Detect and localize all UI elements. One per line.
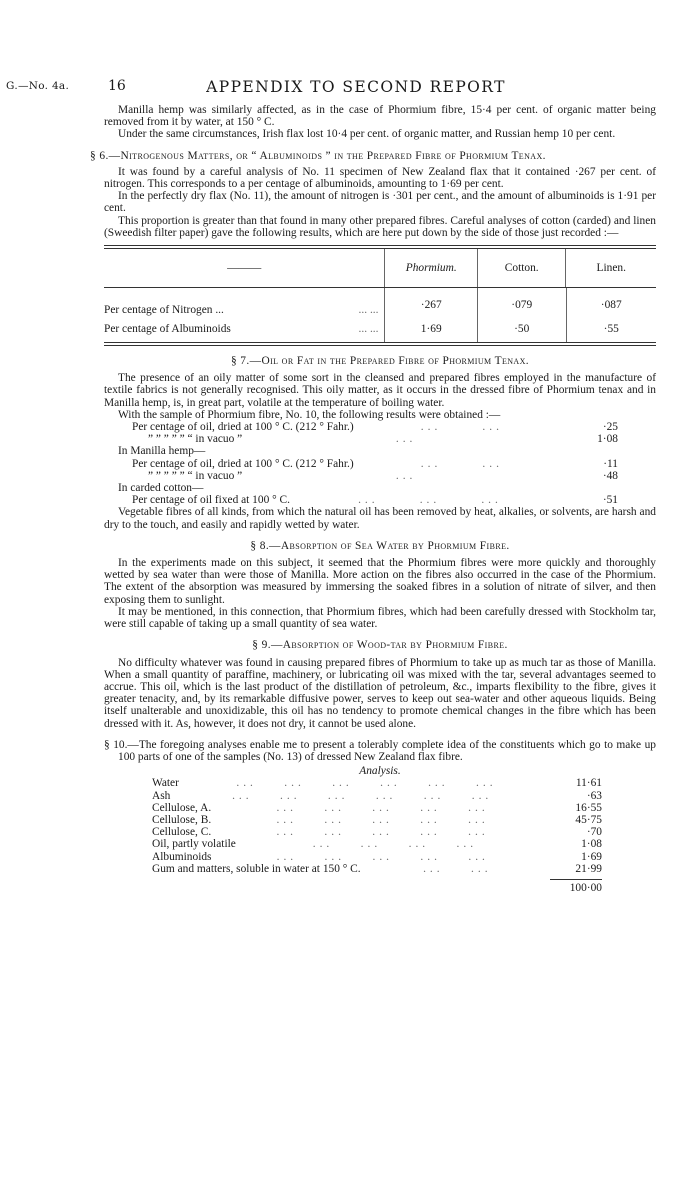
page-header <box>6 78 666 98</box>
paragraph: § 10.—The foregoing analyses enable me to present a tolerably complete idea of the constituents which go to make up 100 parts of one of the samples (No. 13) of dressed New Zealand flax fibre. <box>104 738 656 763</box>
item-label: Cellulose, A. <box>152 801 212 814</box>
item-label: Gum and matters, soluble in water at 150 ° C. <box>152 862 361 875</box>
section-heading: § 9.—Absorption of Wood-tar by Phormium Fibre. <box>252 639 508 652</box>
list-item: Gum and matters, soluble in water at 150 ° C. ... ... 21·99 <box>152 862 602 875</box>
item-label: Ash <box>152 789 171 802</box>
paper-reference: G.—No. 4a. <box>6 80 70 92</box>
col-header-phormium: Phormium. <box>384 249 477 287</box>
item-value: 1·69 <box>581 850 602 863</box>
paragraph: This proportion is greater than that found in many other prepared fibres. Careful analyses of cotton (carded) and linen (Sweedish filter paper) gave the following results, which are here put down by the side of those just recorded :— <box>104 214 656 239</box>
col-header-linen: Linen. <box>565 249 656 287</box>
cell-value: 1·69 <box>384 316 477 342</box>
page-body <box>90 104 656 894</box>
item-label: Cellulose, B. <box>152 813 212 826</box>
list-subheading <box>118 445 618 457</box>
item-label: ” ” ” ” ” “ in vacuo ” <box>148 433 243 446</box>
paragraph: Under the same circumstances, Irish flax lost 10·4 per cent. of organic matter, and Russian hemp 10 per cent. <box>118 128 616 141</box>
item-label: In Manilla hemp— <box>118 445 206 458</box>
item-label: Cellulose, C. <box>152 826 212 839</box>
table-row <box>104 316 656 343</box>
section-heading: § 6.—Nitrogenous Matters, or “ Albuminoids ” in the Prepared Fibre of Phormium Tenax. <box>90 149 546 162</box>
analysis-list <box>152 777 602 894</box>
list-item: Cellulose, A. ... ... ... ... ... 16·55 <box>152 801 602 814</box>
item-label: ” ” ” ” ” “ in vacuo ” <box>148 469 243 482</box>
paragraph: It was found by a careful analysis of No. 11 specimen of New Zealand flax that it contained ·267 per cent. of nitrogen. This corresponds to a per centage of albuminoids, amounting to 1·69 per cent. <box>104 165 656 191</box>
list-item: Cellulose, C. ... ... ... ... ... ·70 <box>152 826 602 839</box>
row-label: Per centage of Albuminoids <box>104 322 231 335</box>
cell-value: ·55 <box>566 316 657 342</box>
list-item: Oil, partly volatile ... ... ... ... 1·08 <box>152 838 602 851</box>
list-item: Per centage of oil, dried at 100 ° C. (212 ° Fahr.) ... ... ·25 <box>132 421 618 434</box>
item-label: Oil, partly volatile <box>152 838 236 851</box>
item-label: Per centage of oil, dried at 100 ° C. (212 ° Fahr.) <box>132 421 354 434</box>
list-item: Cellulose, B. ... ... ... ... ... 45·75 <box>152 813 602 826</box>
item-label: Per centage of oil, dried at 100 ° C. (212 ° Fahr.) <box>132 457 354 470</box>
item-value: ·63 <box>586 789 602 802</box>
page-number: 16 <box>108 78 126 94</box>
paragraph: In the experiments made on this subject, it seemed that the Phormium fibres were more quickly and thoroughly wetted by sea water than were those of Manilla. More action on the fibres also occurred in the case of the Phormium. The extent of the absorption was measured by immersing the soaked fibres in a solution of nitrate of silver, and then exposing them to sunlight. <box>104 557 656 606</box>
item-value: 1·08 <box>581 838 602 851</box>
row-label: Per centage of Nitrogen ... <box>104 303 224 316</box>
cell-value: ·267 <box>384 288 477 316</box>
paragraph: Manilla hemp was similarly affected, as in the case of Phormium fibre, 15·4 per cent. of organic matter being removed from it by water, at 150 ° C. <box>104 104 656 129</box>
section-heading: § 7.—Oil or Fat in the Prepared Fibre of Phormium Tenax. <box>230 355 530 368</box>
item-value: ·70 <box>586 826 602 839</box>
cell-value: ·50 <box>477 316 566 342</box>
paragraph: Vegetable fibres of all kinds, from which the natural oil has been removed by heat, alkalies, or solvents, are harsh and dry to the touch, and easily and rapidly wetted by water. <box>104 506 656 531</box>
paragraph: With the sample of Phormium fibre, No. 10, the following results were obtained :— <box>118 408 501 421</box>
item-value: ·51 <box>602 494 618 507</box>
table-row <box>104 288 656 316</box>
list-subheading <box>118 482 618 494</box>
col-header-cotton: Cotton. <box>477 249 566 287</box>
item-value: ·25 <box>602 421 618 434</box>
item-label: Per centage of oil fixed at 100 ° C. <box>132 494 290 507</box>
section-heading: § 8.—Absorption of Sea Water by Phormium Fibre. <box>250 539 510 552</box>
row-leader: ... ... <box>358 322 379 335</box>
table-corner: ——— <box>227 261 262 274</box>
item-value: 16·55 <box>575 801 602 814</box>
item-value: ·48 <box>602 469 618 482</box>
list-item: ” ” ” ” ” “ in vacuo ” ... ·48 <box>148 469 618 482</box>
cell-value: ·079 <box>477 288 566 316</box>
table-bottom-rule <box>104 345 656 346</box>
paragraph: In the perfectly dry flax (No. 11), the amount of nitrogen is ·301 per cent., and the amount of albuminoids is 1·91 per cent. <box>104 190 656 215</box>
paragraph: It may be mentioned, in this connection, that Phormium fibres, which had been carefully dressed with Stockholm tar, were still capable of taking up a small quantity of sea water. <box>104 605 656 631</box>
paragraph: The presence of an oily matter of some sort in the cleansed and prepared fibres employed in the manufacture of textile fabrics is not generally recognised. This oily matter, as it occurs in the dressed fibre of Phormium tenax and in Manilla hemp, is, in great part, volatile at the temperature of boiling water. <box>104 372 656 409</box>
cell-value: ·087 <box>566 288 657 316</box>
item-label: Albuminoids <box>152 850 212 863</box>
item-label: Water <box>152 777 179 790</box>
item-value: 45·75 <box>575 813 602 826</box>
list-item: Per centage of oil, dried at 100 ° C. (212 ° Fahr.) ... ... ·11 <box>132 457 618 470</box>
item-label: In carded cotton— <box>118 482 204 495</box>
item-value: 21·99 <box>575 862 602 875</box>
oil-results-list <box>118 421 618 507</box>
list-item: Per centage of oil fixed at 100 ° C. ... ... ... ·51 <box>132 494 618 507</box>
item-value: ·11 <box>603 457 618 470</box>
row-leader: ... ... <box>358 303 379 316</box>
paragraph: No difficulty whatever was found in causing prepared fibres of Phormium to take up as much tar as those of Manilla. When a small quantity of paraffine, machinery, or lubricating oil was mixed with the tar, several advantages seemed to accrue. This oil, which is the last product of the distillation of petroleum, &c., imparts flexibility to the fibre, gives it greater tenacity, and, by its remarkable diffusive power, serves to keep out sea-water and other aqueous liquids. Being itself unalterable and unoxidizable, this oil has no tendency to promote chemical changes in the fibre which has been dressed with it. As, however, it does not dry, it cannot be used alone. <box>104 656 656 730</box>
comparison-table <box>104 245 656 346</box>
item-value: 1·08 <box>597 433 618 446</box>
analysis-title: Analysis. <box>359 765 401 778</box>
table-header-row <box>104 249 656 288</box>
list-item: Ash ... ... ... ... ... ... ·63 <box>152 789 602 802</box>
analysis-total: 100·00 <box>550 879 602 894</box>
list-item: ” ” ” ” ” “ in vacuo ” ... 1·08 <box>148 433 618 446</box>
list-item: Water ... ... ... ... ... ... 11·61 <box>152 777 602 790</box>
analysis-total-row <box>152 879 602 894</box>
item-value: 11·61 <box>575 777 602 790</box>
page-title: APPENDIX TO SECOND REPORT <box>206 78 506 96</box>
list-item: Albuminoids ... ... ... ... ... 1·69 <box>152 850 602 863</box>
